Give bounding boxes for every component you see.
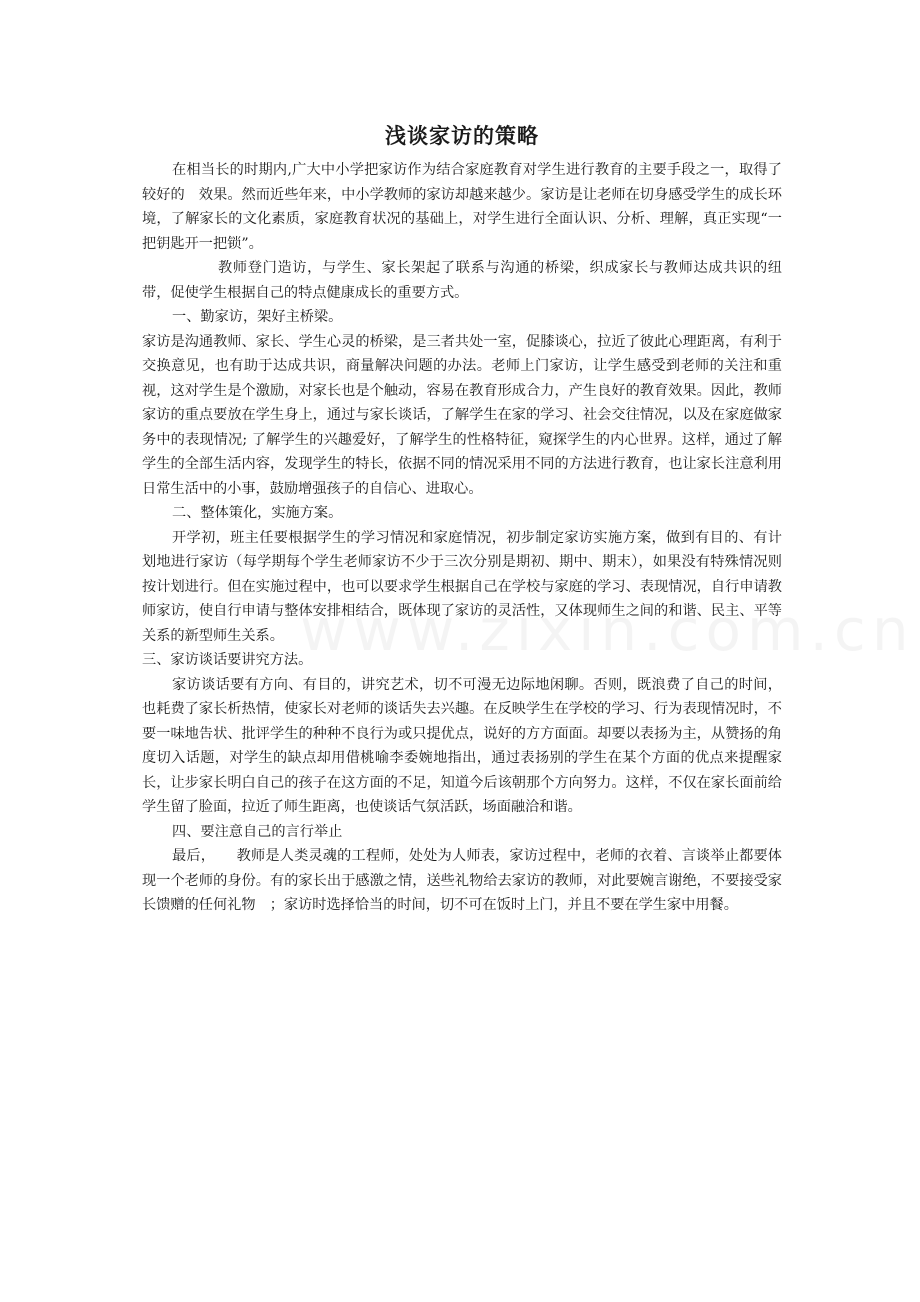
section-heading-2: 二、整体策化，实施方案。 bbox=[172, 505, 343, 521]
paragraph-bridge: 教师登门造访，与学生、家长架起了联系与沟通的桥梁，织成家长与教师达成共识的纽带，促使学生根据自己的特点健康成长的重要方式。 bbox=[142, 260, 782, 301]
section-heading-3: 三、家访谈话要讲究方法。 bbox=[142, 652, 313, 668]
paragraph-section-3: 家访谈话要有方向、有目的，讲究艺术，切不可漫无边际地闲聊。否则，既浪费了自己的时间，也耗费了家长析热情，使家长对老师的谈话失去兴趣。在反映学生在学校的学习、行为表现情况时，不要一味地告状、批评学生的种种不良行为或只提优点，说好的方方面面。却要以表扬为主，从赞扬的角度切入话题，对学生的缺点却用借桃喻李委婉地指出，通过表扬别的学生在某个方面的优点来提醒家长，让步家长明白自己的孩子在这方面的不足，知道今后该朝那个方向努力。这样，不仅在家长面前给学生留了脸面，拉近了师生距离，也使谈话气氛活跃，场面融洽和谐。 bbox=[142, 676, 782, 815]
paragraph-section-1: 家访是沟通教师、家长、学生心灵的桥梁，是三者共处一室，促膝谈心，拉近了彼此心理距离，有利于交换意见，也有助于达成共识，商量解决问题的办法。老师上门家访，让学生感受到老师的关注和重视，这对学生是个激励，对家长也是个触动，容易在教育形成合力，产生良好的教育效果。因此，教师家访的重点要放在学生身上，通过与家长谈话，了解学生在家的学习、社会交往情况，以及在家庭做家务中的表现情况; 了解学生的兴趣爱好，了解学生的性格特征，窥探学生的内心世界。这样，通过了解学生的全部生活内容，发现学生的特长，依据不同的情况采用不同的方法进行教育，也让家长注意利用日常生活中的小事，鼓励增强孩子的自信心、进取心。 bbox=[142, 333, 782, 497]
section-heading-4: 四、要注意自己的言行举止 bbox=[172, 823, 343, 840]
paragraph-intro: 在相当长的时期内,广大中小学把家访作为结合家庭教育对学生进行教育的主要手段之一，取得了较好的 效果。然而近些年来，中小学教师的家访却越来越少。家访是让老师在切身感受学生的成长环境，了解家长的文化素质，家庭教育状况的基础上，对学生进行全面认识、分析、理解，真正实现“一把钥匙开一把锁”。 bbox=[142, 162, 782, 252]
section-heading-1: 一、勤家访，架好主桥梁。 bbox=[172, 309, 343, 325]
document-body bbox=[142, 158, 782, 918]
paragraph-section-2: 开学初，班主任要根据学生的学习情况和家庭情况，初步制定家访实施方案，做到有目的、有计划地进行家访（每学期每个学生老师家访不少于三次分别是期初、期中、期末），如果没有特殊情况则按计划进行。但在实施过程中，也可以要求学生根据自己在学校与家庭的学习、表现情况，自行申请教师家访，使自行申请与整体安排相结合，既体现了家访的灵活性，又体现师生之间的和谐、民主、平等关系的新型师生关系。 bbox=[142, 529, 782, 644]
paragraph-section-4: 最后， 教师是人类灵魂的工程师，处处为人师表，家访过程中，老师的衣着、言谈举止都要体现一个老师的身份。有的家长出于感激之情，送些礼物给去家访的教师，对此要婉言谢绝，不要接受家长馈赠的任何礼物 ；家访时选择恰当的时间，切不可在饭时上门，并且不要在学生家中用餐。 bbox=[142, 848, 782, 913]
page-title: 浅谈家访的策略 bbox=[385, 124, 539, 148]
